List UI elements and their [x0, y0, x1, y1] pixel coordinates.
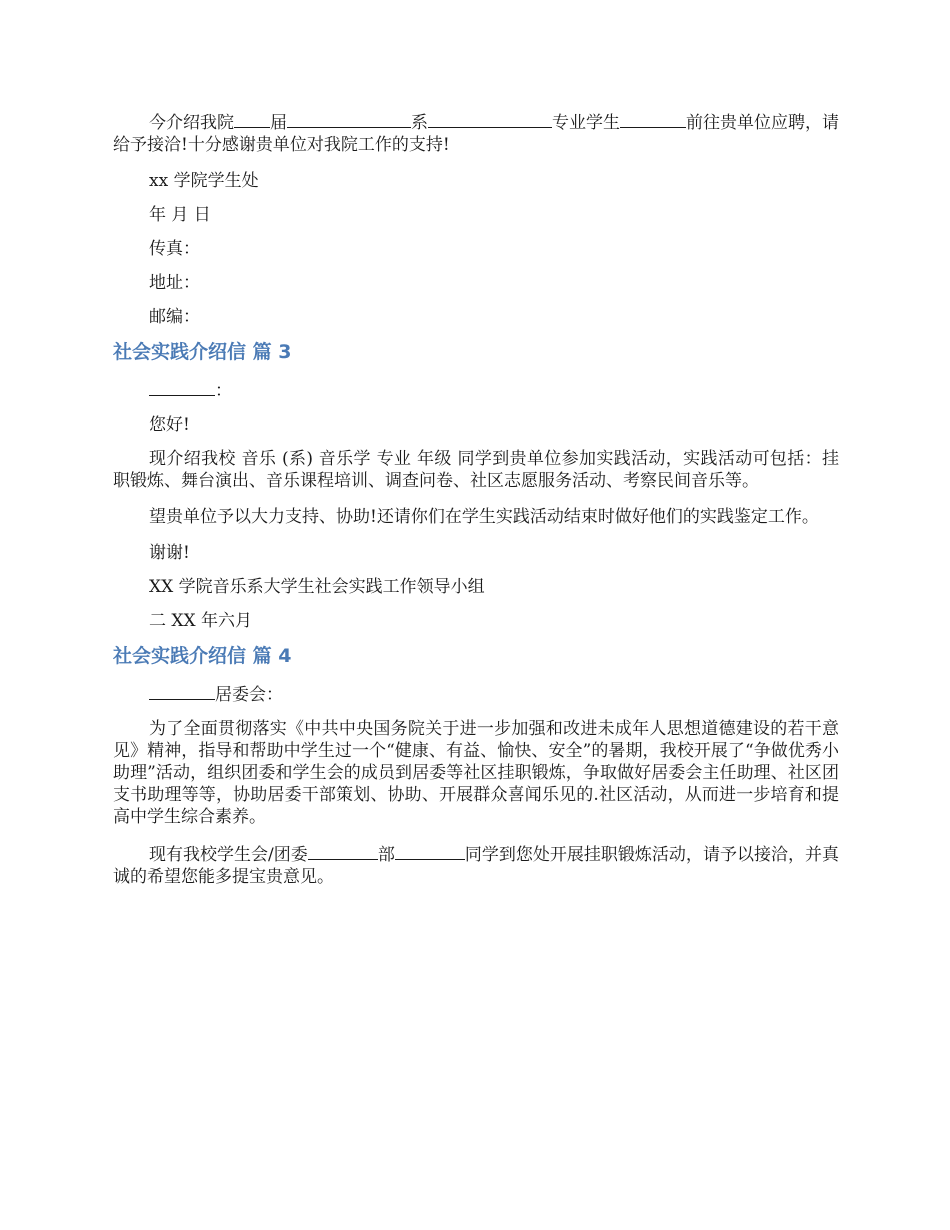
blank-department-2	[308, 842, 378, 860]
intro-text-a: 今介绍我院	[149, 113, 234, 133]
section-3-body-2: 望贵单位予以大力支持、协助!还请你们在学生实践活动结束时做好他们的实践鉴定工作。	[149, 507, 819, 527]
blank-recipient	[149, 378, 215, 396]
section-3-thanks: 谢谢!	[149, 543, 190, 563]
body2-text-a: 现有我校学生会/团委	[149, 845, 308, 865]
body2-text-c: 同学到您处开展挂职锻炼活动，请予以接洽，并真诚的希望您能多提宝贵意见。	[113, 845, 839, 887]
blank-department	[287, 110, 411, 128]
section-4-body-1: 为了全面贯彻落实《中共中央国务院关于进一步加强和改进未成年人思想道德建设的若干意见》精神，指导和帮助中学生过一个“健康、有益、愉快、安全”的暑期，我校开展了“争做优秀小助理”活动，组织团委和学生会的成员到居委等社区挂职锻炼，争取做好居委会主任助理、社区团支书助理等等，协助居委干部策划、协助、开展群众喜闻乐见的.社区活动，从而进一步培育和提高中学生综合素养。	[113, 719, 839, 827]
salutation-colon: ：	[215, 381, 232, 401]
section-3-greeting: 您好!	[149, 415, 190, 435]
section-3-signature: XX 学院音乐系大学生社会实践工作领导小组	[149, 577, 485, 597]
date-line: 年 月 日	[149, 205, 211, 225]
section-4-body-2	[113, 842, 839, 888]
section-4-heading: 社会实践介绍信 篇 4	[113, 645, 292, 667]
intro-paragraph	[113, 110, 839, 156]
section-3-salutation	[113, 378, 839, 402]
signature-line: xx 学院学生处	[149, 171, 259, 191]
section-3-date: 二 XX 年六月	[149, 611, 253, 631]
section-3-heading: 社会实践介绍信 篇 3	[113, 341, 292, 363]
postcode-line: 邮编：	[149, 307, 200, 327]
body2-text-b: 部	[377, 845, 395, 865]
blank-student-name	[620, 110, 686, 128]
blank-committee	[149, 682, 215, 700]
intro-text-d: 专业学生	[552, 113, 620, 133]
salutation-committee: 居委会：	[215, 685, 283, 705]
address-line: 地址：	[149, 273, 200, 293]
intro-text-c: 系	[411, 113, 428, 133]
intro-text-b: 届	[270, 113, 287, 133]
fax-line: 传真：	[149, 239, 200, 259]
section-3-body-1: 现介绍我校 音乐 (系) 音乐学 专业 年级 同学到贵单位参加实践活动，实践活动可包括：挂职锻炼、舞台演出、音乐课程培训、调查问卷、社区志愿服务活动、考察民间音乐等。	[113, 449, 839, 491]
blank-major	[428, 110, 552, 128]
intro-text-e: 前往贵单位应聘，请给予接洽!十分感谢贵单位对我院工作的支持!	[113, 113, 839, 155]
section-4-salutation	[113, 682, 839, 706]
blank-student-2	[395, 842, 465, 860]
document-body	[113, 110, 839, 902]
blank-session	[234, 110, 270, 128]
